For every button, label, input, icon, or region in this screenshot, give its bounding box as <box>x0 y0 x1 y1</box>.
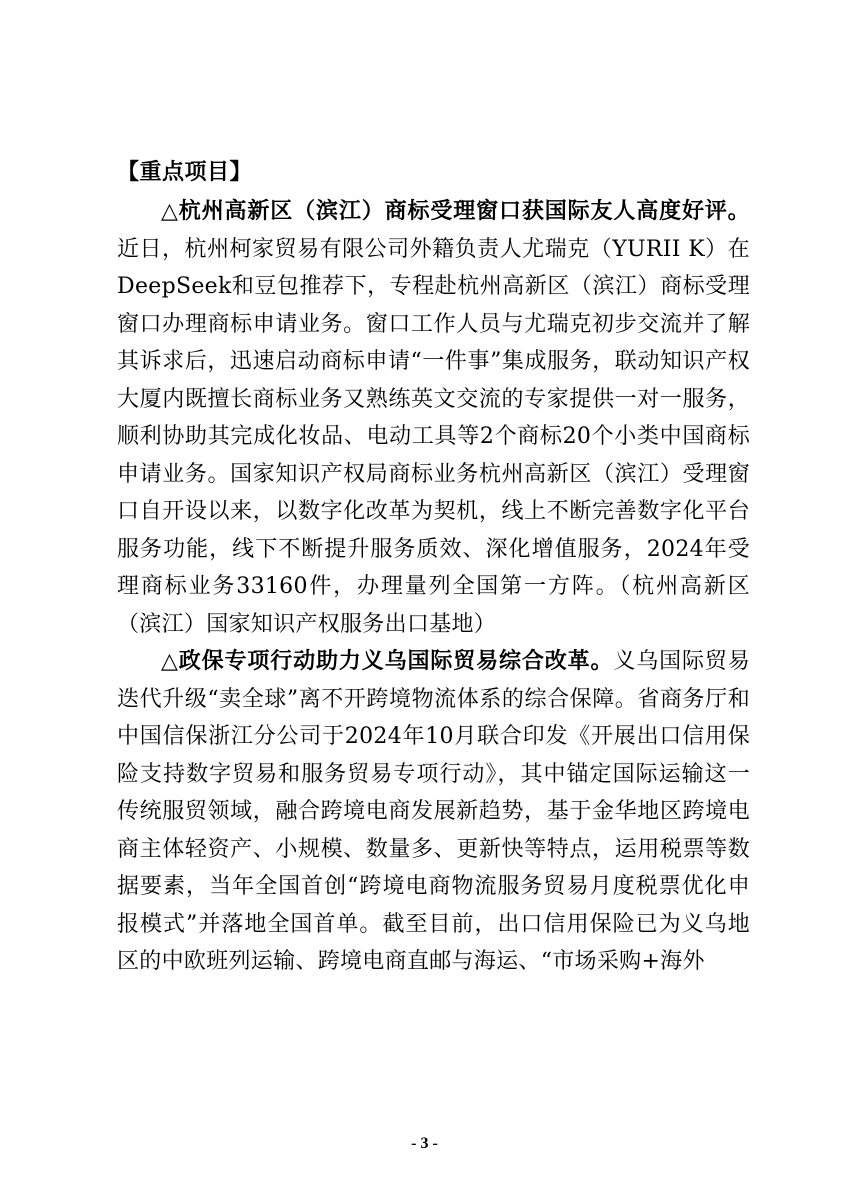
item-paragraph <box>117 643 750 981</box>
page-number: - 3 - <box>411 1135 438 1152</box>
item-paragraph <box>117 193 750 643</box>
document-page <box>117 152 750 981</box>
item-body-text: 义乌国际贸易迭代升级“卖全球”离不开跨境物流体系的综合保障。省商务厅和中国信保浙江分公司于2024年10月联合印发《开展出口信用保险支持数字贸易和服务贸易专项行动》，其中锚定国际运输这一传统服贸领域，融合跨境电商发展新趋势，基于金华地区跨境电商主体轻资产、小规模、数量多、更新快等特点，运用税票等数据要素，当年全国首创“跨境电商物流服务贸易月度税票优化申报模式”并落地全国首单。截至目前，出口信用保险已为义乌地区的中欧班列运输、跨境电商直邮与海运、“市场采购+海外 <box>117 649 750 974</box>
item-lead-title: △杭州高新区（滨江）商标受理窗口获国际友人高度好评。 <box>161 199 750 224</box>
item-body-text: 近日，杭州柯家贸易有限公司外籍负责人尤瑞克（YURII K）在DeepSeek和豆包推荐下，专程赴杭州高新区（滨江）商标受理窗口办理商标申请业务。窗口工作人员与尤瑞克初步交流并了解其诉求后，迅速启动商标申请“一件事”集成服务，联动知识产权大厦内既擅长商标业务又熟练英文交流的专家提供一对一服务，顺利协助其完成化妆品、电动工具等2个商标20个小类中国商标申请业务。国家知识产权局商标业务杭州高新区（滨江）受理窗口自开设以来，以数字化改革为契机，线上不断完善数字化平台服务功能，线下不断提升服务质效、深化增值服务，2024年受理商标业务33160件，办理量列全国第一方阵。（杭州高新区（滨江）国家知识产权服务出口基地） <box>117 236 750 637</box>
section-heading: 【重点项目】 <box>117 160 253 185</box>
item-lead-title: △政保专项行动助力义乌国际贸易综合改革。 <box>161 649 614 674</box>
